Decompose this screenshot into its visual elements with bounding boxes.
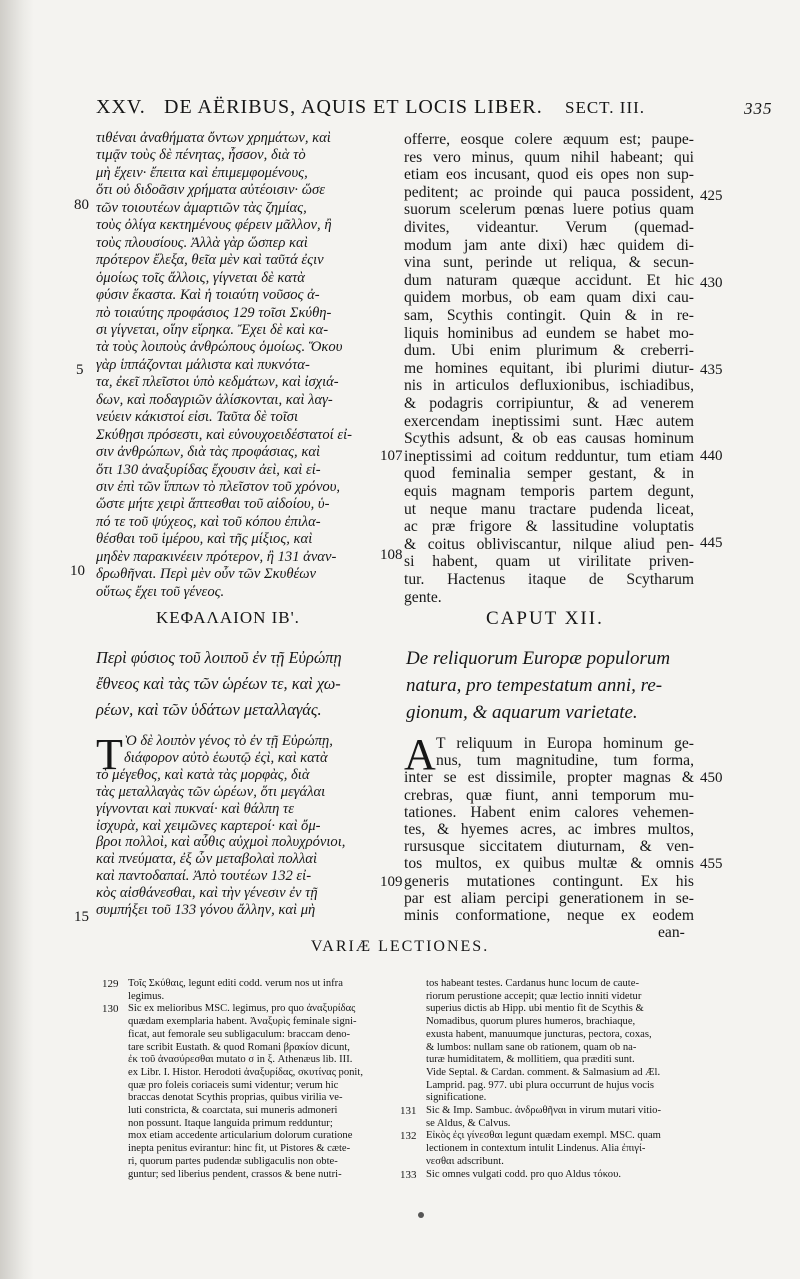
note-line: Lamprid. pag. 977. ubi plura occurrunt de hujus vocis: [426, 1079, 655, 1091]
margin-number: 108: [380, 547, 403, 563]
latin-subtitle-line: De reliquorum Europæ populorum: [406, 648, 671, 669]
note-line: guntur; sed liberius pendent, crassos & bene nutri-: [128, 1168, 342, 1180]
note-line: significatione.: [426, 1092, 487, 1104]
note-line: Nomadibus, quorum plures humeros, brachiaque,: [426, 1016, 636, 1028]
note-line: braccas denotat Scythis proprias, quibus virilia ve-: [128, 1092, 343, 1104]
greek-chapter-line: γίγνονται καὶ πυκναί· καὶ θάλπη τε: [96, 800, 294, 817]
latin-text-line: vina sunt, perinde ut reliqua, & secun-: [404, 254, 694, 272]
latin-chapter-line: nus, tum magnitudine, tum forma,: [436, 752, 694, 770]
margin-number: 425: [700, 188, 723, 204]
latin-text-line: quod feminalia semper gestant, & in: [404, 465, 694, 483]
note-line: turæ humiditatem, & mollitiem, qua præditi sunt.: [426, 1054, 635, 1066]
note-line: se Aldus, & Calvus.: [426, 1117, 511, 1129]
greek-text-line: πὸ τοιαύτης προφάσιος 129 τοῖσι Σκύθη-: [96, 304, 332, 321]
greek-text-line: Σκύθῃσι πρόσεστι, καὶ εὐνουχοειδέστατοί εἰ-: [96, 426, 353, 443]
greek-text-line: τοὺς πλουσίους. Ἀλλὰ γὰρ ὥσπερ καὶ: [96, 234, 308, 251]
margin-number: 445: [700, 535, 723, 551]
latin-subtitle-line: natura, pro tempestatum anni, re-: [406, 675, 663, 696]
greek-chapter-line: ἰσχυρὰ, καὶ χειμῶνες καρτεροί· καὶ ὄμ-: [96, 817, 321, 834]
greek-subtitle-line: ἔθνεος καὶ τὰς τῶν ὡρέων τε, καὶ χω-: [96, 674, 341, 693]
note-number: 132: [400, 1130, 417, 1143]
note-line: luti constricta, & coarctata, sui muneris admoneri: [128, 1105, 338, 1116]
note-number: 130: [102, 1003, 119, 1016]
note-line: legimus.: [128, 990, 165, 1002]
note-line: ri, quorum partes pudendæ subligaculis non obte-: [128, 1155, 338, 1167]
greek-text-line: γὰρ ἱππάζονται μάλιστα καὶ πυκνότα-: [96, 356, 310, 373]
greek-text-line: τοὺς ὀλίγα κεκτημένους φέρειν μᾶλλον, ἢ: [96, 217, 332, 234]
latin-text-line: me homines equitant, ibi plurimi diutur-: [404, 359, 694, 377]
latin-text-line: nis in articulos defluxionibus, ischiadibus,: [404, 377, 694, 395]
greek-subtitle-line: ρέων, καὶ τῶν ὑδάτων μεταλλαγάς.: [96, 700, 322, 719]
margin-number: 5: [76, 362, 84, 378]
running-header: [96, 96, 786, 126]
latin-text-line: offerre, eosque colere æquum est; paupe-: [404, 131, 694, 148]
greek-text-line: τιθέναι ἀναθήματα ὄντων χρημάτων, καὶ: [96, 130, 331, 146]
latin-text-line: & coitus obliviscantur, nilque aliud pen-: [404, 535, 694, 553]
latin-chapter-line: crebras, quæ fiunt, anni temporum mu-: [404, 786, 694, 804]
greek-chapter-line: τὸ μέγεθος, καὶ κατὰ τὰς μορφὰς, διὰ: [96, 766, 310, 783]
latin-chapter-line: rursusque siccitatem diuturnam, & ven-: [404, 838, 694, 856]
note-line: exusta habent, manuumque juncturas, pectora, coxas,: [426, 1028, 652, 1040]
latin-text-line: suorum scelerum pœnas luere potius quam: [404, 201, 694, 219]
note-line: tos habeant testes. Cardanus hunc locum de caute-: [426, 978, 639, 989]
page-number: 335: [744, 99, 773, 118]
note-line: ficat, aut femorale seu subligaculum: braccam deno-: [128, 1028, 351, 1040]
latin-text-line: equis magnam temporis partem degunt,: [404, 483, 694, 500]
greek-chapter-line: τὰς μεταλλαγὰς τῶν ὡρέων, ὅτι μεγάλαι: [96, 783, 326, 800]
note-line: Sic ex melioribus MSC. legimus, pro quo ἀναξυρίδας: [128, 1003, 356, 1015]
latin-chapter-line: minis conformatione, neque ex eodem: [404, 907, 694, 924]
greek-text-line: μὴ ἔχειν· ἔπειτα καὶ ἐπιμεμφομένους,: [96, 164, 308, 181]
greek-chapter-line: καὶ πνεύματα, ἐξ ὧν μεταβολαὶ πολλαὶ: [96, 851, 318, 868]
greek-text-line: τα, ἐκεῖ πλεῖστοι ὑπὸ κεδμάτων, καὶ ἰσχιά-: [96, 374, 339, 391]
latin-text-line: ineptissimi ad coitum redduntur, tum etiam: [404, 447, 694, 465]
chapter-numeral: XXV.: [96, 96, 146, 118]
greek-text-line: σι γίγνεται, οἵην εἴρηκα. Ἔχει δὲ καὶ κα-: [96, 321, 329, 338]
margin-number: 15: [74, 909, 89, 925]
notes-heading: VARIÆ LECTIONES.: [310, 938, 490, 955]
greek-chapter-line: βροι πολλοὶ, καὶ αὖθις αὐχμοὶ πολυχρόνιοι,: [96, 834, 346, 851]
note-line: νεσθαι adscribunt.: [426, 1155, 504, 1167]
section-label: SECT. III.: [565, 98, 646, 117]
latin-chapter-line: ean-: [658, 924, 685, 942]
latin-text-line: dum naturam quæque accidunt. Et hic: [404, 271, 694, 289]
latin-text-line: res vero minus, quum nihil habeant; qui: [404, 148, 694, 166]
greek-text-line: ὥστε μήτε χειρὶ ἅπτεσθαι τοῦ αἰδοίου, ὑ-: [96, 496, 330, 513]
greek-text-line: σιν ἐπὶ τῶν ἵππων τὸ πλεῖστον τοῦ χρόνου,: [96, 479, 341, 495]
greek-text-line: ὅτι οὐ διδοᾶσιν χρήματα αὐτέοισιν· ὥσε: [96, 182, 325, 199]
greek-text-line: τιμᾷν τοὺς δὲ πένητας, ἧσσον, διὰ τὸ: [96, 147, 306, 164]
note-line: riorum perustione accepit; quæ lectio inniti videtur: [426, 990, 642, 1002]
latin-text-line: liquis hominibus ad eundem se habet mo-: [404, 324, 694, 342]
greek-chapter-heading: ΚΕΦΑΛΑΙΟΝ ΙΒ'.: [156, 608, 300, 627]
margin-number: 10: [70, 563, 85, 579]
latin-chapter-line: generis mutationes contingunt. Ex his: [404, 872, 694, 890]
latin-text-line: gente.: [404, 588, 442, 606]
latin-chapter-heading: CAPUT XII.: [486, 608, 604, 629]
greek-text-line: δρωθῆναι. Περὶ μὲν οὖν τῶν Σκυθέων: [96, 566, 317, 583]
note-line: mox etiam accedente articularium dolorum curatione: [128, 1130, 353, 1142]
note-number: 129: [102, 978, 119, 990]
note-line: quædam exemplaria habent. Ἀναξυρὶς feminale signi-: [128, 1016, 357, 1028]
book-title: DE AËRIBUS, AQUIS ET LOCIS LIBER.: [164, 96, 543, 118]
latin-chapter-line: tes, & hyemes acres, ac imbres multos,: [404, 821, 694, 838]
note-line: lectionem in contextum intulit Lindenus. Alia ἐπιγί-: [426, 1143, 646, 1155]
page-gutter-shadow: [0, 0, 34, 1279]
note-line: Sic & Imp. Sambuc. ἀνδρωθῆναι in virum mutari vitio-: [426, 1105, 662, 1116]
greek-text-line: τῶν τοιουτέων ἁμαρτιῶν τὰς ζημίας,: [96, 199, 307, 216]
greek-text-line: δων, καὶ ποδαγριῶν ἁλίσκονται, καὶ λαγ-: [96, 391, 333, 408]
note-line: tare scribit Eustath. & quod Romani βρακίον dicunt,: [128, 1041, 350, 1053]
latin-text-line: dum. Ubi enim plurimum & creberri-: [404, 342, 694, 360]
margin-number: 435: [700, 362, 723, 378]
greek-text-line: πό τε τοῦ ψύχεος, καὶ τοῦ κόπου ἐπιλα-: [96, 513, 321, 530]
margin-number: 80: [74, 197, 89, 213]
greek-chapter-line: συμπήξει τοῦ 133 γόνου ἄλλην, καὶ μὴ: [96, 902, 316, 918]
latin-text-line: sam, Scythis contingit. Quin & in re-: [404, 307, 694, 324]
greek-text-line: θέσθαι τοῦ ἱμέρου, καὶ τῆς μίξιος, καὶ: [96, 531, 313, 548]
note-line: Εἰκὸς ἐςι γίνεσθαι legunt quædam exempl. MSC. quam: [426, 1130, 661, 1142]
margin-number: 450: [700, 770, 723, 786]
note-line: Sic omnes vulgati codd. pro quo Aldus τόκου.: [426, 1168, 621, 1180]
note-line: inepta penitus evirantur: hinc fit, ut Pistores & cæte-: [128, 1143, 351, 1155]
greek-text-line: οὕτως ἔχει τοῦ γένεος.: [96, 583, 225, 600]
note-line: ἐκ τοῦ ἀνασύρεσθαι mutato σ in ξ. Athenæus lib. III.: [128, 1054, 353, 1066]
greek-text-line: φύσιν ἕκαστα. Καὶ ἡ τοιαύτη νοῦσος ἀ-: [96, 287, 320, 304]
greek-chapter-line: Ὸ δὲ λοιπὸν γένος τὸ ἐν τῇ Εὐρώπῃ,: [124, 733, 333, 749]
greek-text-line: σιν ἀνθρώπων, διὰ τὰς προφάσιας, καὶ: [96, 444, 321, 461]
greek-text-line: ὅτι 130 ἀναξυρίδας ἔχουσιν ἀεὶ, καὶ εἰ-: [96, 461, 321, 478]
margin-number: 440: [700, 448, 723, 464]
note-line: & lumbos: nullam sane ob rationem, quam ob na-: [426, 1041, 637, 1053]
latin-text-line: & podagris corripiuntur, & ad venerem: [404, 395, 694, 412]
note-line: superius dictis ab Hipp. ubi mentio fit de Scythis &: [426, 1003, 644, 1015]
greek-text-line: ὁμοίως τοῖς ἄλλοις, γίγνεται δὲ κατὰ: [96, 269, 305, 286]
greek-text-line: νεύειν κάκιστοί εἰσι. Ταῦτα δὲ τοῖσι: [96, 409, 299, 426]
latin-text-line: ut neque manu tractare pudenda liceat,: [404, 500, 694, 518]
latin-text-line: peditent; ac proinde qui pauca possident,: [404, 183, 694, 201]
note-number: 133: [400, 1168, 417, 1181]
latin-subtitle-line: gionum, & aquarum varietate.: [406, 702, 638, 723]
latin-chapter-line: T reliquum in Europa hominum ge-: [436, 735, 694, 752]
latin-text-line: Scythis adsunt, & ob eas causas hominum: [404, 430, 694, 448]
margin-number: 430: [700, 275, 723, 291]
latin-text-line: si habent, quam ut virilitate priven-: [404, 553, 694, 571]
note-line: quæ pro foleis coriaceis sumi videntur; verum hic: [128, 1079, 339, 1091]
greek-text-line: τὰ τοὺς λοιποὺς ἀνθρώπους ὁμοίως. Ὅκου: [96, 339, 343, 356]
note-line: Τοῖς Σκύθαις, legunt editi codd. verum nos ut infra: [128, 978, 343, 989]
note-line: non possunt. Itaque languida primum redduntur;: [128, 1117, 333, 1129]
note-line: Vide Septal. & Cardan. comment. & Salmasium ad Æl.: [426, 1066, 661, 1078]
latin-chapter-line: tationes. Habent enim calores vehemen-: [404, 803, 694, 821]
margin-number: 455: [700, 856, 723, 872]
latin-text-line: exercendam ineptissimi sunt. Hæc autem: [404, 412, 694, 430]
latin-chapter-line: inter se est dissimile, propter magnas &: [404, 769, 694, 787]
greek-chapter-line: κὸς αἰσθάνεσθαι, καὶ τὴν γένεσιν ἐν τῇ: [96, 885, 318, 902]
latin-chapter-line: tos multos, ex quibus multæ & omnis: [404, 855, 694, 873]
latin-text-line: etiam eos incusant, quod eis opes non sup-: [404, 166, 694, 184]
latin-drop-cap: A: [404, 730, 436, 779]
latin-text-line: tur. Hactenus itaque de Scytharum: [404, 571, 694, 588]
latin-text-line: modum jam ante dixi) hæc quidem di-: [404, 236, 694, 254]
latin-chapter-line: par est aliam percipi generationem in se-: [404, 889, 694, 907]
greek-text-line: πρότερον ἔλεξα, θεῖα μὲν καὶ ταῦτά ἐςιν: [96, 252, 324, 269]
latin-text-line: quidem morbus, ob eam quam dixi cau-: [404, 289, 694, 307]
note-number: 131: [400, 1105, 417, 1117]
note-line: ex Libr. I. Histor. Herodoti ἀναξυρίδας, σκυτίνας ponit,: [128, 1066, 363, 1078]
margin-number: 107: [380, 448, 403, 464]
latin-text-line: ac præ frigore & lassitudine voluptatis: [404, 518, 694, 536]
margin-number: 109: [380, 874, 403, 890]
latin-text-line: divites, videantur. Verum (quemad-: [404, 219, 694, 236]
greek-text-line: μηδὲν παρακινέειν πρότερον, ἢ 131 ἀναν-: [96, 548, 337, 565]
greek-subtitle-line: Περὶ φύσιος τοῦ λοιποῦ ἐν τῇ Εὐρώπῃ: [96, 648, 342, 667]
greek-chapter-line: καὶ παντοδαπαί. Ἀπὸ τουτέων 132 εἰ-: [96, 868, 312, 885]
greek-chapter-line: διάφορον αὐτὸ ἑωυτῷ ἐςὶ, καὶ κατὰ: [124, 749, 328, 766]
greek-drop-cap: Τ: [96, 730, 123, 779]
page-ornament-dot: [418, 1212, 424, 1218]
